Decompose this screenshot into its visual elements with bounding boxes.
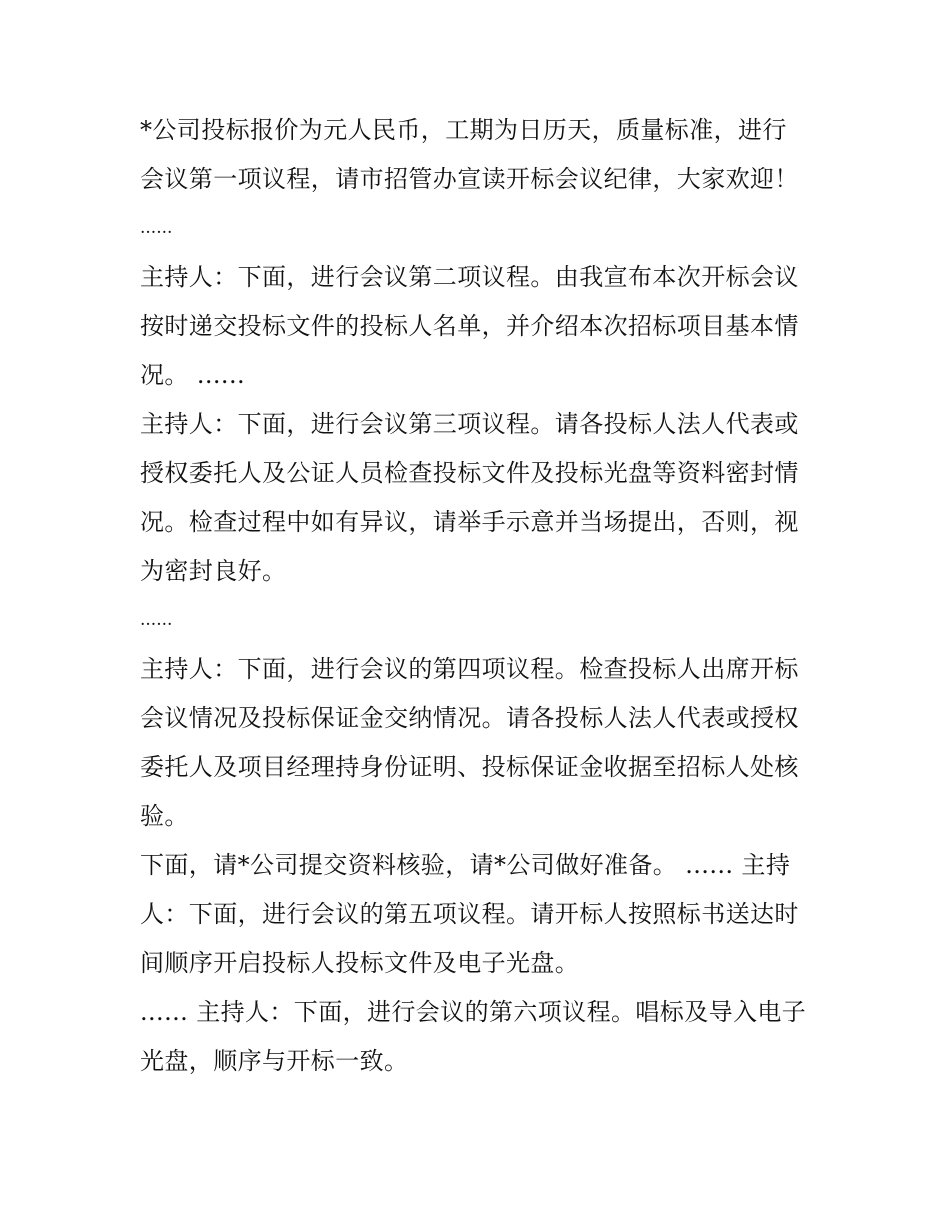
text-line: 为密封良好。: [140, 557, 287, 585]
text-line: 下面，请*公司提交资料核验，请*公司做好准备。 ...... 主持: [140, 851, 791, 879]
text-line: 光盘，顺序与开标一致。: [140, 1047, 409, 1075]
ellipsis-line: ......: [140, 610, 173, 630]
text-line: 人：下面，进行会议的第五项议程。请开标人按照标书送达时: [140, 900, 799, 928]
ellipsis-line: ......: [140, 218, 173, 238]
text-line: 验。: [140, 802, 189, 830]
text-line: 况。检查过程中如有异议，请举手示意并当场提出，否则，视: [140, 508, 799, 536]
text-line: 主持人：下面，进行会议第三项议程。请各投标人法人代表或: [140, 410, 799, 438]
text-line: 会议第一项议程，请市招管办宣读开标会议纪律，大家欢迎！: [140, 165, 799, 193]
text-line: 委托人及项目经理持身份证明、投标保证金收据至招标人处核: [140, 753, 799, 781]
text-line: 授权委托人及公证人员检查投标文件及投标光盘等资料密封情: [140, 459, 799, 487]
text-line: 会议情况及投标保证金交纳情况。请各投标人法人代表或授权: [140, 704, 799, 732]
text-line: ...... 主持人：下面，进行会议的第六项议程。唱标及导入电子: [140, 998, 807, 1026]
text-line: 况。 ......: [140, 361, 246, 389]
text-line: 主持人：下面，进行会议的第四项议程。检查投标人出席开标: [140, 655, 799, 683]
document-body: [140, 106, 820, 1086]
text-line: 间顺序开启投标人投标文件及电子光盘。: [140, 949, 580, 977]
text-line: *公司投标报价为元人民币，工期为日历天，质量标准，进行: [140, 116, 787, 144]
text-line: 主持人：下面，进行会议第二项议程。由我宣布本次开标会议: [140, 263, 799, 291]
text-line: 按时递交投标文件的投标人名单，并介绍本次招标项目基本情: [140, 312, 799, 340]
